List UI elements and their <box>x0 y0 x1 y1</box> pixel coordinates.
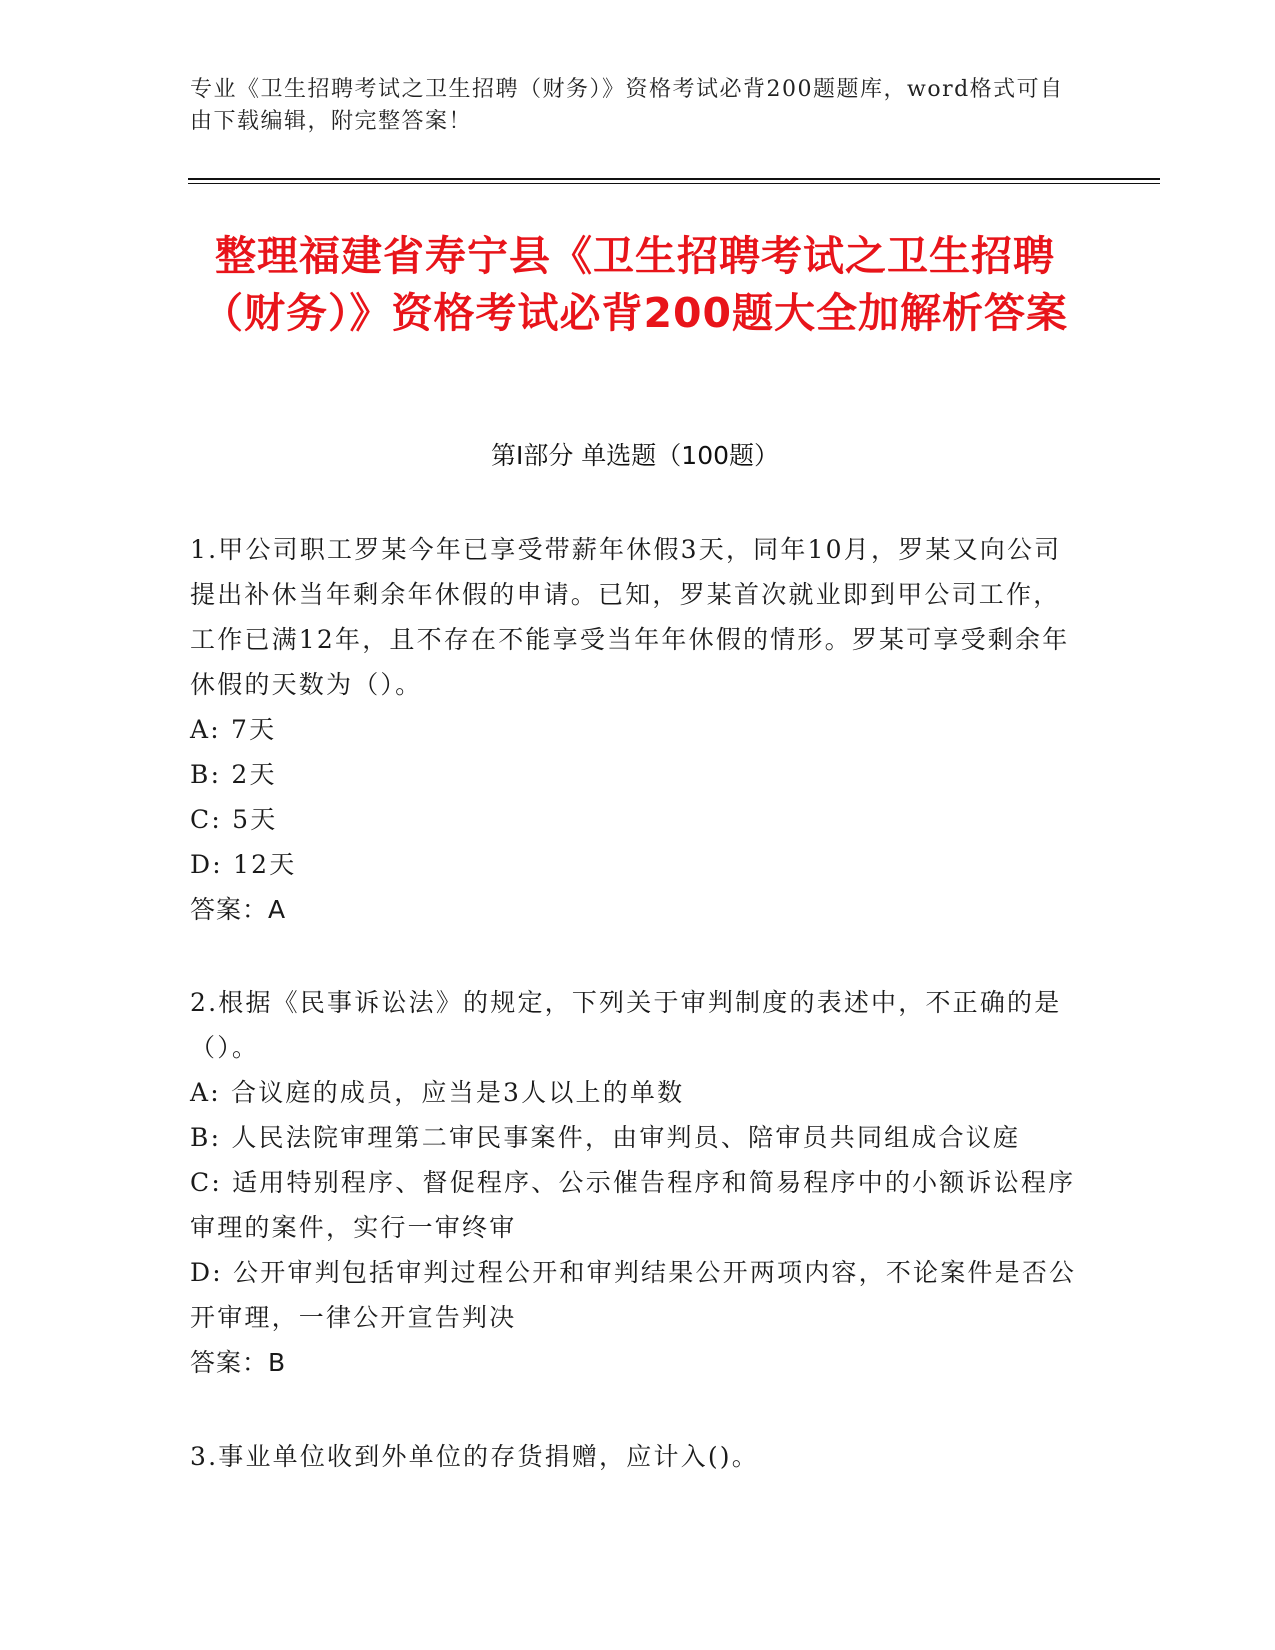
answer: 答案：B <box>190 1348 287 1377</box>
option-d: D: 公开审判包括审判过程公开和审判结果公开两项内容，不论案件是否公开审理，一律公开宣告判决 <box>190 1258 1077 1332</box>
option-b: B: 人民法院审理第二审民事案件，由审判员、陪审员共同组成合议庭 <box>190 1123 1021 1152</box>
question-1 <box>190 527 1080 932</box>
question-2 <box>190 980 1080 1385</box>
header-divider-thin-line <box>188 183 1160 184</box>
question-text: 3.事业单位收到外单位的存货捐赠，应计入()。 <box>190 1442 759 1471</box>
answer: 答案：A <box>190 895 287 924</box>
option-c: C: 适用特别程序、督促程序、公示催告程序和简易程序中的小额诉讼程序审理的案件，实行一审终审 <box>190 1168 1076 1242</box>
question-text: 1.甲公司职工罗某今年已享受带薪年休假3天，同年10月，罗某又向公司提出补休当年剩余年休假的申请。已知，罗某首次就业即到甲公司工作，工作已满12年，且不存在不能享受当年年休假的情形。罗某可享受剩余年休假的天数为（）。 <box>190 535 1070 699</box>
option-a: A: 7天 <box>190 715 277 744</box>
question-text: 2.根据《民事诉讼法》的规定，下列关于审判制度的表述中，不正确的是（）。 <box>190 988 1062 1062</box>
option-b: B: 2天 <box>190 760 277 789</box>
section-title: 第Ⅰ部分 单选题（100题） <box>490 441 780 470</box>
option-c: C: 5天 <box>190 805 278 834</box>
question-3 <box>190 1434 1080 1479</box>
header-divider <box>188 178 1160 184</box>
option-a: A: 合议庭的成员，应当是3人以上的单数 <box>190 1078 685 1107</box>
header-note: 专业《卫生招聘考试之卫生招聘（财务）》资格考试必背200题题库，word格式可自由下载编辑，附完整答案！ <box>190 77 1064 134</box>
document-title: 整理福建省寿宁县《卫生招聘考试之卫生招聘（财务）》资格考试必背200题大全加解析答案 <box>201 232 1069 337</box>
header-divider-thick-line <box>188 178 1160 180</box>
option-d: D: 12天 <box>190 850 297 879</box>
